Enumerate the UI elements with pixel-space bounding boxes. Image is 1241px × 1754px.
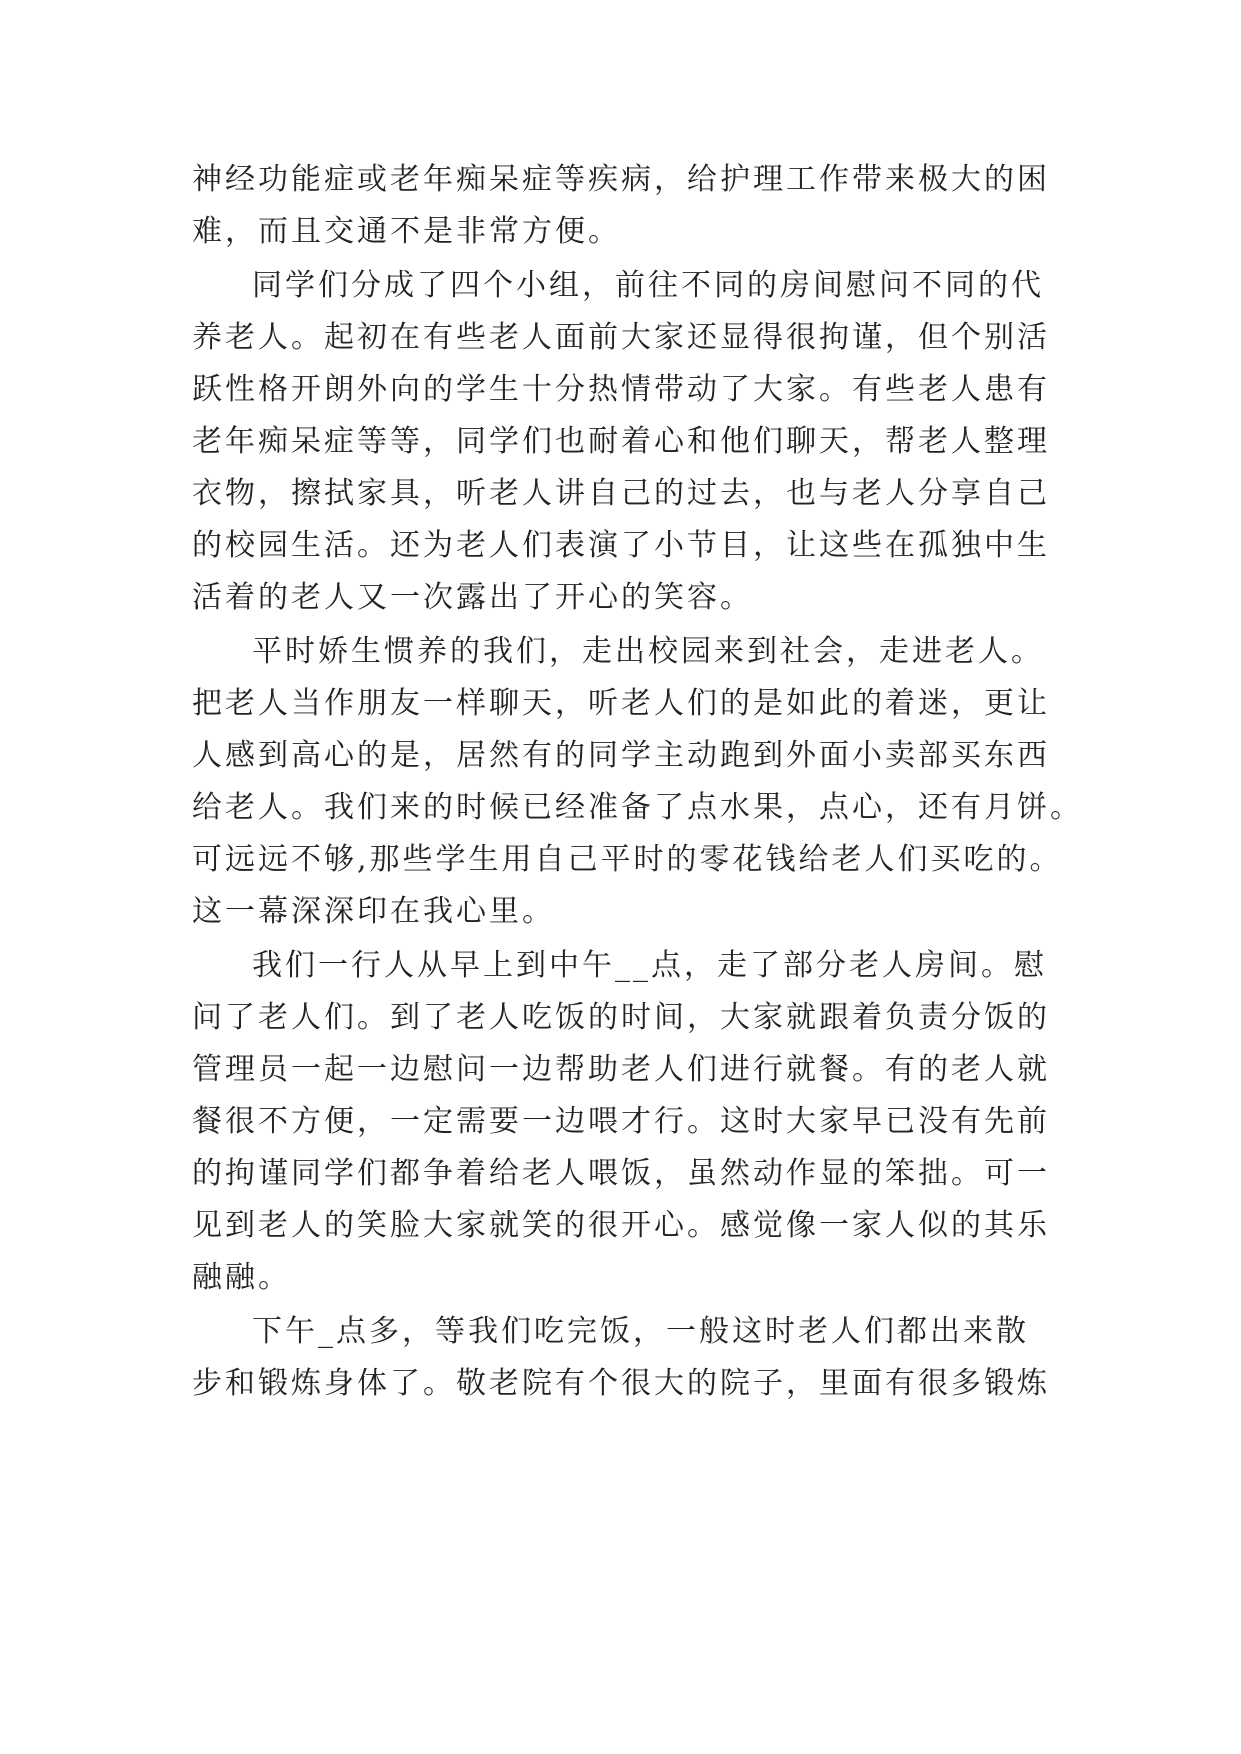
text-line: 神经功能症或老年痴呆症等疾病，给护理工作带来极大的困 [192, 162, 1050, 197]
paragraph-first-line: 下午_点多，等我们吃完饭，一般这时老人们都出来散 [252, 1314, 1029, 1349]
text-line: 的拘谨同学们都争着给老人喂饭，虽然动作显的笨拙。可一 [192, 1156, 1050, 1191]
text-line: 餐很不方便，一定需要一边喂才行。这时大家早已没有先前 [192, 1104, 1050, 1139]
text-line: 可远远不够,那些学生用自己平时的零花钱给老人们买吃的。 [192, 842, 1063, 877]
paragraph-first-line: 平时娇生惯养的我们，走出校园来到社会，走进老人。 [252, 634, 1044, 669]
text-line: 人感到高心的是，居然有的同学主动跑到外面小卖部买东西 [192, 738, 1050, 773]
text-line: 问了老人们。到了老人吃饭的时间，大家就跟着负责分饭的 [192, 1000, 1050, 1035]
paragraph-first-line: 同学们分成了四个小组，前往不同的房间慰问不同的代 [252, 268, 1044, 303]
text-line: 的校园生活。还为老人们表演了小节目，让这些在孤独中生 [192, 528, 1050, 563]
text-line: 步和锻炼身体了。敬老院有个很大的院子，里面有很多锻炼 [192, 1366, 1050, 1401]
text-line: 管理员一起一边慰问一边帮助老人们进行就餐。有的老人就 [192, 1052, 1050, 1087]
text-line: 活着的老人又一次露出了开心的笑容。 [192, 580, 753, 615]
text-line: 衣物，擦拭家具，听老人讲自己的过去，也与老人分享自己 [192, 476, 1050, 511]
text-line: 这一幕深深印在我心里。 [192, 894, 555, 929]
text-line: 跃性格开朗外向的学生十分热情带动了大家。有些老人患有 [192, 372, 1050, 407]
text-line: 见到老人的笑脸大家就笑的很开心。感觉像一家人似的其乐 [192, 1208, 1050, 1243]
text-line: 融融。 [192, 1260, 291, 1295]
text-line: 养老人。起初在有些老人面前大家还显得很拘谨，但个别活 [192, 320, 1050, 355]
text-line: 老年痴呆症等等，同学们也耐着心和他们聊天，帮老人整理 [192, 424, 1050, 459]
text-line: 给老人。我们来的时候已经准备了点水果，点心，还有月饼。 [192, 790, 1083, 825]
paragraph-first-line: 我们一行人从早上到中午__点，走了部分老人房间。慰 [252, 948, 1047, 983]
text-line: 把老人当作朋友一样聊天，听老人们的是如此的着迷，更让 [192, 686, 1050, 721]
text-line: 难，而且交通不是非常方便。 [192, 214, 621, 249]
